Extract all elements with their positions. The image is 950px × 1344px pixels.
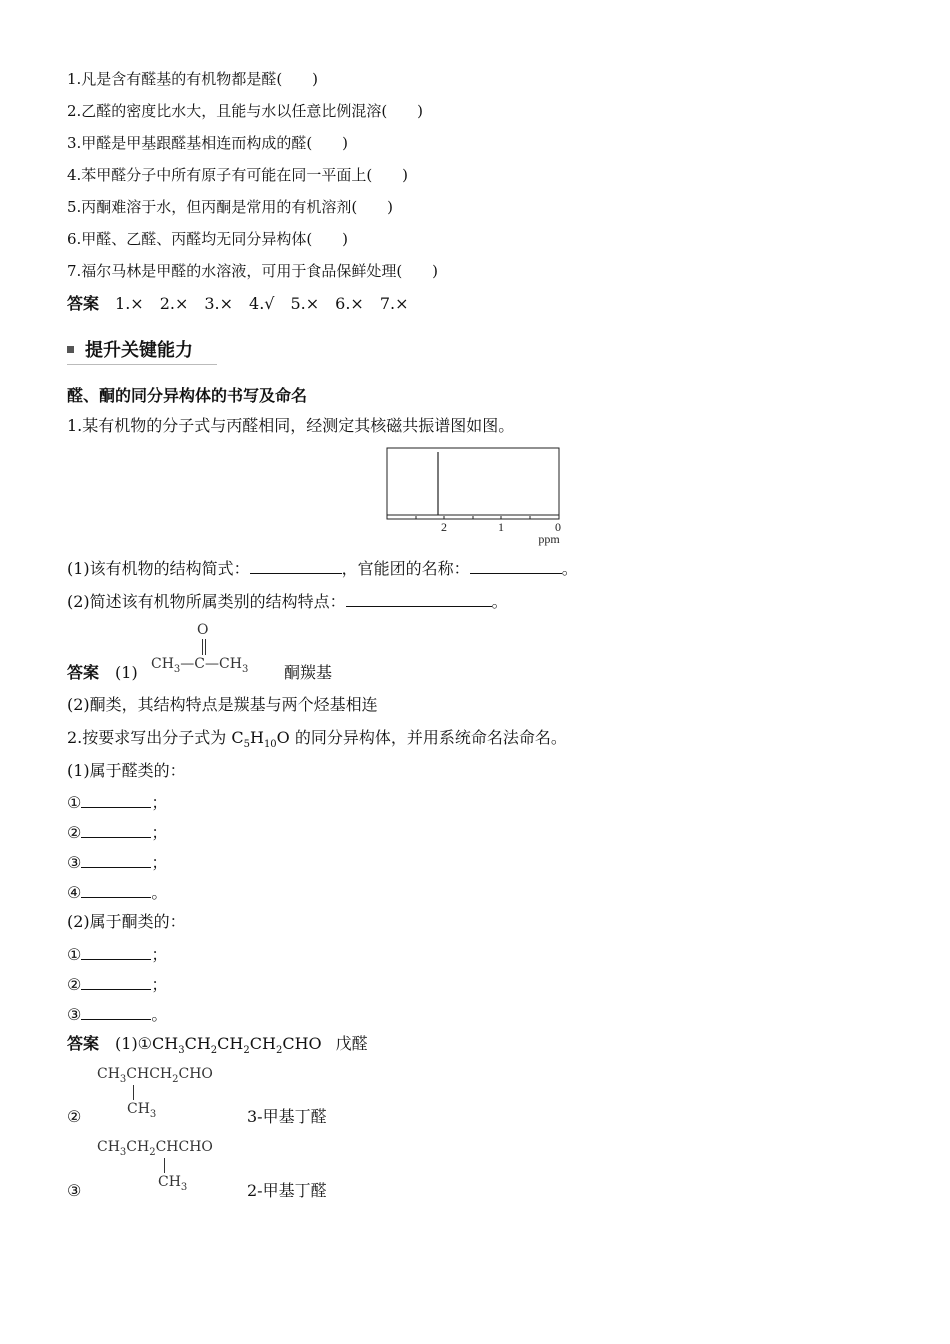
punctuation: ； xyxy=(151,945,168,964)
punctuation: ； xyxy=(151,793,168,812)
topic-title: 醛、酮的同分异构体的书写及命名 xyxy=(67,386,308,405)
answer-blank[interactable] xyxy=(81,791,151,808)
answer-blank[interactable] xyxy=(250,557,342,574)
section-heading xyxy=(67,336,217,365)
q1-part2-end: 。 xyxy=(491,592,508,611)
branch-bond-line xyxy=(164,1158,165,1173)
ketone-item-2 xyxy=(67,973,167,996)
aldehyde-item-1 xyxy=(67,791,167,814)
nmr-spectrum xyxy=(380,444,570,548)
answer3-name: 2-甲基丁醛 xyxy=(247,1181,327,1200)
answer3-num: ③ xyxy=(67,1181,82,1200)
answer-blank[interactable] xyxy=(81,821,151,838)
answer-label: 答案 xyxy=(67,1034,100,1053)
answer2-num: ② xyxy=(67,1107,82,1126)
circled-number: ① xyxy=(67,793,82,812)
q1-answer-row xyxy=(67,662,138,684)
q1-answer-part1: (1) xyxy=(115,663,138,682)
answer-blank[interactable] xyxy=(81,851,151,868)
judge-item-2: 2.乙醛的密度比水大，且能与水以任意比例混溶( ) xyxy=(67,102,424,120)
punctuation: 。 xyxy=(151,883,168,902)
left-methyl: CH xyxy=(151,656,174,672)
q2-answer-row-1: 答案 $(1)①CH_3CH_2CH_2CH_2CHO$ 戊醛 xyxy=(67,1034,368,1057)
answer-blank[interactable] xyxy=(470,557,562,574)
subscript: 3 xyxy=(241,663,249,675)
section-title: 提升关键能力 xyxy=(85,340,193,361)
aldehyde-item-4 xyxy=(67,881,167,904)
judge-item-6: 6.甲醛、乙醛、丙醛均无同分异构体( ) xyxy=(67,230,349,248)
punctuation: 。 xyxy=(151,1005,168,1024)
carbonyl-oxygen: O xyxy=(197,622,209,638)
answer1-name: 戊醛 xyxy=(335,1034,368,1053)
circled-number: ④ xyxy=(67,883,82,902)
answer-label: 答案 xyxy=(67,294,100,313)
q2-stem-c: O 的同分异构体，并用系统命名法命名。 xyxy=(276,728,567,747)
punctuation: ； xyxy=(151,853,168,872)
q1-part1-end: 。 xyxy=(561,559,578,578)
double-bond-line xyxy=(205,639,206,655)
q1-part1 xyxy=(67,557,578,580)
answer-blank[interactable] xyxy=(81,943,151,960)
answer1-formula-start: (1)①CH xyxy=(115,1034,179,1053)
subscript: 10 xyxy=(263,739,277,751)
judge-item-7: 7.福尔马林是甲醛的水溶液，可用于食品保鲜处理( ) xyxy=(67,262,439,280)
q1-answer-part2: (2)酮类，其结构特点是羰基与两个烃基相连 xyxy=(67,695,378,714)
aldehyde-item-2 xyxy=(67,821,167,844)
circled-number: ③ xyxy=(67,853,82,872)
q2-part1: (1)属于醛类的： xyxy=(67,761,186,780)
nmr-tick-0: 0 xyxy=(555,520,561,534)
judge-item-4: 4.苯甲醛分子中所有原子有可能在同一平面上( ) xyxy=(67,166,409,184)
carbonyl-carbon: —C— xyxy=(180,656,220,672)
q1-part2 xyxy=(67,590,508,613)
branch-bond-line xyxy=(133,1085,134,1100)
subscript: 3 xyxy=(173,663,181,675)
circled-number: ③ xyxy=(67,1005,82,1024)
judge-answer-text: 1.× 2.× 3.× 4.√ 5.× 6.× 7.× xyxy=(115,294,409,313)
q2-stem-a: 2.按要求写出分子式为 C xyxy=(67,728,244,747)
nmr-unit: ppm xyxy=(538,532,560,546)
q1-part1-text-a: (1)该有机物的结构简式： xyxy=(67,559,250,578)
answer2-branch: $CH_3$ xyxy=(127,1101,157,1120)
square-bullet-icon xyxy=(67,346,74,353)
double-bond-line xyxy=(202,639,203,655)
answer-label: 答案 xyxy=(67,663,100,682)
q1-part2-text: (2)简述该有机物所属类别的结构特点： xyxy=(67,592,346,611)
q1-answer-group: 酮羰基 xyxy=(284,663,333,682)
ketone-item-3 xyxy=(67,1003,167,1026)
answer-blank[interactable] xyxy=(81,881,151,898)
judge-item-1: 1.凡是含有醛基的有机物都是醛( ) xyxy=(67,70,319,88)
answer2-main-chain: $CH_3CHCH_2CHO$ xyxy=(97,1066,213,1085)
answer2-name: 3-甲基丁醛 xyxy=(247,1107,327,1126)
q2-stem-b: H xyxy=(249,728,264,747)
nmr-frame xyxy=(387,448,559,519)
punctuation: ； xyxy=(151,823,168,842)
circled-number: ② xyxy=(67,823,82,842)
nmr-tick-2: 2 xyxy=(441,520,447,534)
ketone-item-1 xyxy=(67,943,167,966)
circled-number: ② xyxy=(67,975,82,994)
subscript: 5 xyxy=(243,739,250,751)
answer-blank[interactable] xyxy=(81,973,151,990)
aldehyde-item-3 xyxy=(67,851,167,874)
q1-stem: 1.某有机物的分子式与丙醛相同，经测定其核磁共振谱图如图。 xyxy=(67,416,515,435)
answer-blank[interactable] xyxy=(346,590,492,607)
nmr-tick-1: 1 xyxy=(498,520,504,534)
judge-item-5: 5.丙酮难溶于水，但丙酮是常用的有机溶剂( ) xyxy=(67,198,394,216)
q2-stem xyxy=(67,727,567,756)
judge-item-3: 3.甲醛是甲基跟醛基相连而构成的醛( ) xyxy=(67,134,349,152)
acetone-structure xyxy=(151,656,248,675)
answer3-branch: $CH_3$ xyxy=(158,1174,188,1193)
right-methyl: CH xyxy=(219,656,242,672)
answer3-main-chain: $CH_3CH_2CHCHO$ xyxy=(97,1139,213,1158)
q1-part1-text-b: ，官能团的名称： xyxy=(341,559,470,578)
circled-number: ① xyxy=(67,945,82,964)
punctuation: ； xyxy=(151,975,168,994)
judge-answer xyxy=(67,293,409,315)
answer-blank[interactable] xyxy=(81,1003,151,1020)
q2-part2: (2)属于酮类的： xyxy=(67,912,186,931)
